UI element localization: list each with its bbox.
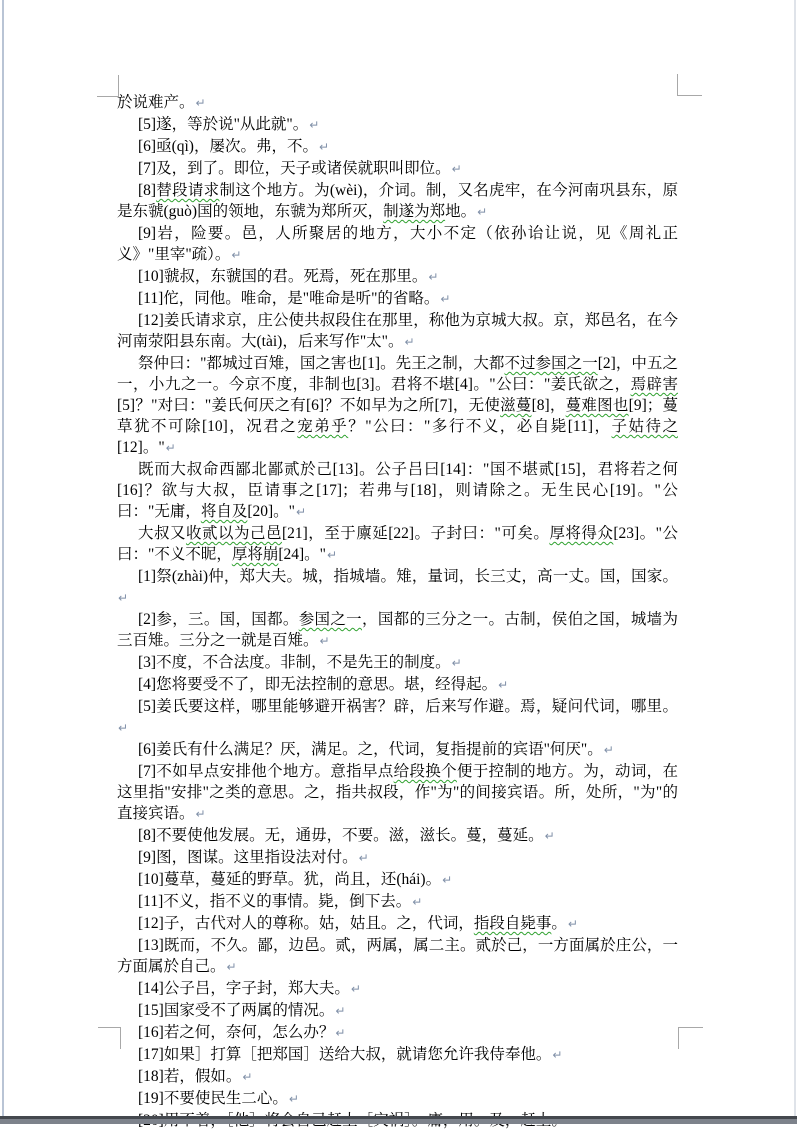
paragraph-mark-icon: ↵ [603, 743, 614, 757]
text-run: [8]， [531, 397, 566, 414]
paragraph[interactable] [117, 825, 678, 847]
text-run: [3]不度，不合法度。非制，不是先王的制度。 [138, 654, 451, 671]
paragraph-mark-icon: ↵ [165, 441, 176, 455]
paragraph-mark-icon: ↵ [242, 1070, 253, 1084]
paragraph-mark-icon: ↵ [118, 721, 129, 735]
text-run: ？"公曰："多行不义，必自毙[11]， [348, 418, 612, 435]
text-run: [10]虢叔，东虢国的君。死焉，死在那里。 [138, 268, 428, 285]
paragraph[interactable] [117, 523, 678, 566]
paragraph-mark-icon: ↵ [309, 118, 320, 132]
spellcheck-squiggle-text: 子姑待之 [611, 418, 678, 435]
paragraph[interactable] [117, 1044, 678, 1066]
paragraph[interactable] [117, 92, 678, 114]
text-run: [9]图，图谋。这里指设法对付。 [138, 849, 358, 866]
text-run: [9]岩，险要。邑，人所聚居的地方，大小不定（依孙诒让说，见《周礼正义》"里宰"疏）。 [117, 225, 678, 263]
paragraph[interactable] [117, 1022, 678, 1044]
spellcheck-squiggle-text: 给段换个 [393, 763, 457, 780]
paragraph-mark-icon: ↵ [335, 1004, 346, 1018]
text-run: 制这个地方。为(wèi)，介词。制，又名虎牢，在今河南巩县东，原是东虢(guò)国的领地，东虢为郑所灭， [117, 182, 678, 220]
paragraph[interactable] [117, 761, 678, 825]
paragraph[interactable] [117, 1088, 678, 1110]
text-run: [5]遂，等於说"从此就"。 [138, 116, 309, 133]
text-run: 於说难产。 [117, 94, 195, 111]
paragraph[interactable] [117, 935, 678, 978]
paragraph[interactable] [117, 1066, 678, 1088]
paragraph[interactable] [117, 288, 678, 310]
paragraph-mark-icon: ↵ [451, 656, 462, 670]
spellcheck-squiggle-text: 将自及 [200, 503, 248, 520]
text-run: [24]。" [278, 546, 326, 563]
paragraph[interactable] [117, 609, 678, 652]
text-run: [6]亟(qì)，屡次。弗，不。 [138, 138, 318, 155]
paragraph[interactable] [117, 1000, 678, 1022]
paragraph-mark-icon: ↵ [195, 96, 206, 110]
text-run: [1]祭(zhài)仲，郑大夫。城，指城墙。雉，量词，长三丈，高一丈。国，国家。 [138, 568, 678, 585]
paragraph-mark-icon: ↵ [226, 960, 237, 974]
text-run: [15]国家受不了两属的情况。 [138, 1002, 335, 1019]
paragraph-mark-icon: ↵ [544, 829, 555, 843]
page-right-edge [794, 0, 796, 1117]
text-run: [21]，至于廪延[22]。子封曰："可矣。 [281, 525, 550, 542]
text-run: [12]。" [117, 439, 165, 456]
paragraph[interactable] [117, 266, 678, 288]
paragraph-mark-icon: ↵ [118, 591, 129, 605]
text-run: [17]如果］打算［把郑国］送给大叔，就请您允许我侍奉他。 [138, 1046, 552, 1063]
paragraph[interactable] [117, 114, 678, 136]
spellcheck-squiggle-text: 宠弟乎 [297, 418, 349, 435]
paragraph-mark-icon: ↵ [428, 270, 439, 284]
text-run: [7]不如早点安排他个地方。意指早点 [138, 763, 394, 780]
text-run: [7]及，到了。即位，天子或诸侯就职叫即位。 [138, 160, 451, 177]
paragraph-mark-icon: ↵ [327, 548, 338, 562]
window-background-strip [0, 1119, 797, 1124]
paragraph-mark-icon: ↵ [195, 807, 206, 821]
text-run: 。 [551, 915, 567, 932]
text-run: [20]。" [247, 503, 295, 520]
paragraph[interactable] [117, 353, 678, 459]
text-run: [18]若，假如。 [138, 1068, 242, 1085]
spellcheck-squiggle-text: 指段自毙事 [473, 915, 552, 932]
text-run: [13]既而，不久。鄙，边邑。贰，两属，属二主。贰於己，一方面属於庄公，一方面属於自己。 [117, 937, 678, 975]
paragraph-mark-icon: ↵ [442, 873, 453, 887]
paragraph[interactable] [117, 136, 678, 158]
spellcheck-squiggle-text: 参国之一 [298, 611, 362, 628]
paragraph-mark-icon: ↵ [440, 292, 451, 306]
text-run: [23]。"公曰："不义不昵， [117, 525, 678, 563]
text-run: [2]参，三。国，国都。 [138, 611, 299, 628]
text-run: [19]不要使民生二心。 [138, 1090, 288, 1107]
margin-mark-bottom-right [678, 1027, 703, 1049]
spellcheck-squiggle-text: 焉辟害 [630, 376, 678, 393]
paragraph-mark-icon: ↵ [231, 248, 242, 262]
text-run: [10]蔓草，蔓延的野草。犹，尚且，还(hái)。 [138, 871, 442, 888]
spellcheck-squiggle-text: 收贰以为己邑 [185, 525, 282, 542]
paragraph[interactable] [117, 869, 678, 891]
text-run: [16]若之何，奈何，怎么办？ [138, 1024, 335, 1041]
text-run: [14]公子吕，字子封，郑大夫。 [138, 980, 350, 997]
paragraph[interactable] [117, 158, 678, 180]
margin-mark-top-left [97, 75, 119, 97]
paragraph-mark-icon: ↵ [552, 1048, 563, 1062]
paragraph-mark-icon: ↵ [404, 335, 415, 349]
paragraph-mark-icon: ↵ [412, 895, 423, 909]
paragraph-mark-icon: ↵ [498, 678, 509, 692]
page-left-edge [2, 0, 4, 1117]
paragraph[interactable] [117, 913, 678, 935]
text-run: 既而大叔命西鄙北鄙贰於己[13]。公子吕曰[14]："国不堪贰[15]，君将若之何[16]？欲与大叔，臣请事之[17]；若弗与[18]，则请除之。无生民心[19]。"公曰："无庸， [117, 461, 678, 520]
spellcheck-squiggle-text: 替段请求 [156, 182, 220, 199]
paragraph[interactable] [117, 891, 678, 913]
spellcheck-squiggle-text: 蔓难图也 [565, 397, 629, 414]
text-run: [12]姜氏请求京，庄公使共叔段住在那里，称他为京城大叔。京，郑邑名，在今河南荥阳县东南。大(tài)，后来写作"太"。 [117, 312, 678, 350]
paragraph[interactable] [117, 566, 678, 609]
text-run: 祭仲曰："都城过百雉，国之害也[1]。先王之制，大都 [138, 355, 505, 372]
text-run: [6]姜氏有什么满足？厌，满足。之，代词，复指提前的宾语"何厌"。 [138, 741, 603, 758]
text-run: 大叔又 [138, 525, 186, 542]
paragraph[interactable] [117, 739, 678, 761]
text-run: [8] [138, 182, 157, 199]
spellcheck-squiggle-text: 厚将得众 [549, 525, 614, 542]
paragraph-mark-icon: ↵ [318, 140, 330, 154]
document-body[interactable] [117, 92, 678, 1132]
paragraph-mark-icon: ↵ [358, 851, 369, 865]
margin-mark-top-right [677, 74, 702, 96]
paragraph[interactable] [117, 223, 678, 266]
paragraph[interactable] [117, 847, 678, 869]
paragraph-mark-icon: ↵ [350, 982, 361, 996]
text-run: [11]不义，指不义的事情。毙，倒下去。 [138, 893, 412, 910]
text-run: [5]姜氏要这样，哪里能够避开祸害？辟，后来写作避。焉，疑问代词，哪里。 [138, 698, 678, 715]
paragraph[interactable] [117, 652, 678, 674]
paragraph-mark-icon: ↵ [567, 917, 578, 931]
paragraph[interactable] [117, 459, 678, 523]
text-run: ，国都的三分之一。古制，侯伯之国，城墙为三百雉。三分之一就是百雉。 [117, 611, 678, 649]
spellcheck-squiggle-text: 厚将崩 [231, 546, 279, 563]
text-run: [11]佗，同他。唯命，是"唯命是听"的省略。 [138, 290, 440, 307]
paragraph[interactable] [117, 696, 678, 739]
text-run: [2]，中五之一，小九之一。今京不度，非制也[3]。君将不堪[4]。"公曰："姜氏欲之， [117, 355, 678, 393]
spellcheck-squiggle-text: 滋蔓 [500, 397, 532, 414]
paragraph-mark-icon: ↵ [335, 1026, 346, 1040]
paragraph-mark-icon: ↵ [319, 634, 330, 648]
paragraph[interactable] [117, 310, 678, 353]
spellcheck-squiggle-text: 不过参国之一 [504, 355, 598, 372]
text-run: [12]子，古代对人的尊称。姑，姑且。之，代词， [138, 915, 474, 932]
paragraph-mark-icon: ↵ [451, 162, 462, 176]
paragraph[interactable] [117, 978, 678, 1000]
text-run: [4]您将要受不了，即无法控制的意思。堪，经得起。 [138, 676, 498, 693]
paragraph[interactable] [117, 180, 678, 223]
text-run: 地。 [445, 203, 477, 220]
paragraph-mark-icon: ↵ [288, 1092, 299, 1106]
text-run: [8]不要使他发展。无，通毋，不要。滋，滋长。蔓，蔓延。 [138, 827, 544, 844]
paragraph[interactable] [117, 674, 678, 696]
text-run: [5]？"对曰："姜氏何厌之有[6]？不如早为之所[7]，无使 [117, 397, 501, 414]
spellcheck-squiggle-text: 制遂为郑 [383, 203, 446, 220]
text-run: 便于控制的地方。为，动词，在这里指"安排"之类的意思。之，指共叔段，作"为"的间接宾语。所，处所，"为"的直接宾语。 [117, 763, 678, 822]
paragraph-mark-icon: ↵ [296, 505, 307, 519]
paragraph-mark-icon: ↵ [477, 205, 488, 219]
text-run: [9]；蔓草犹不可除[10]，况君之 [117, 397, 678, 435]
